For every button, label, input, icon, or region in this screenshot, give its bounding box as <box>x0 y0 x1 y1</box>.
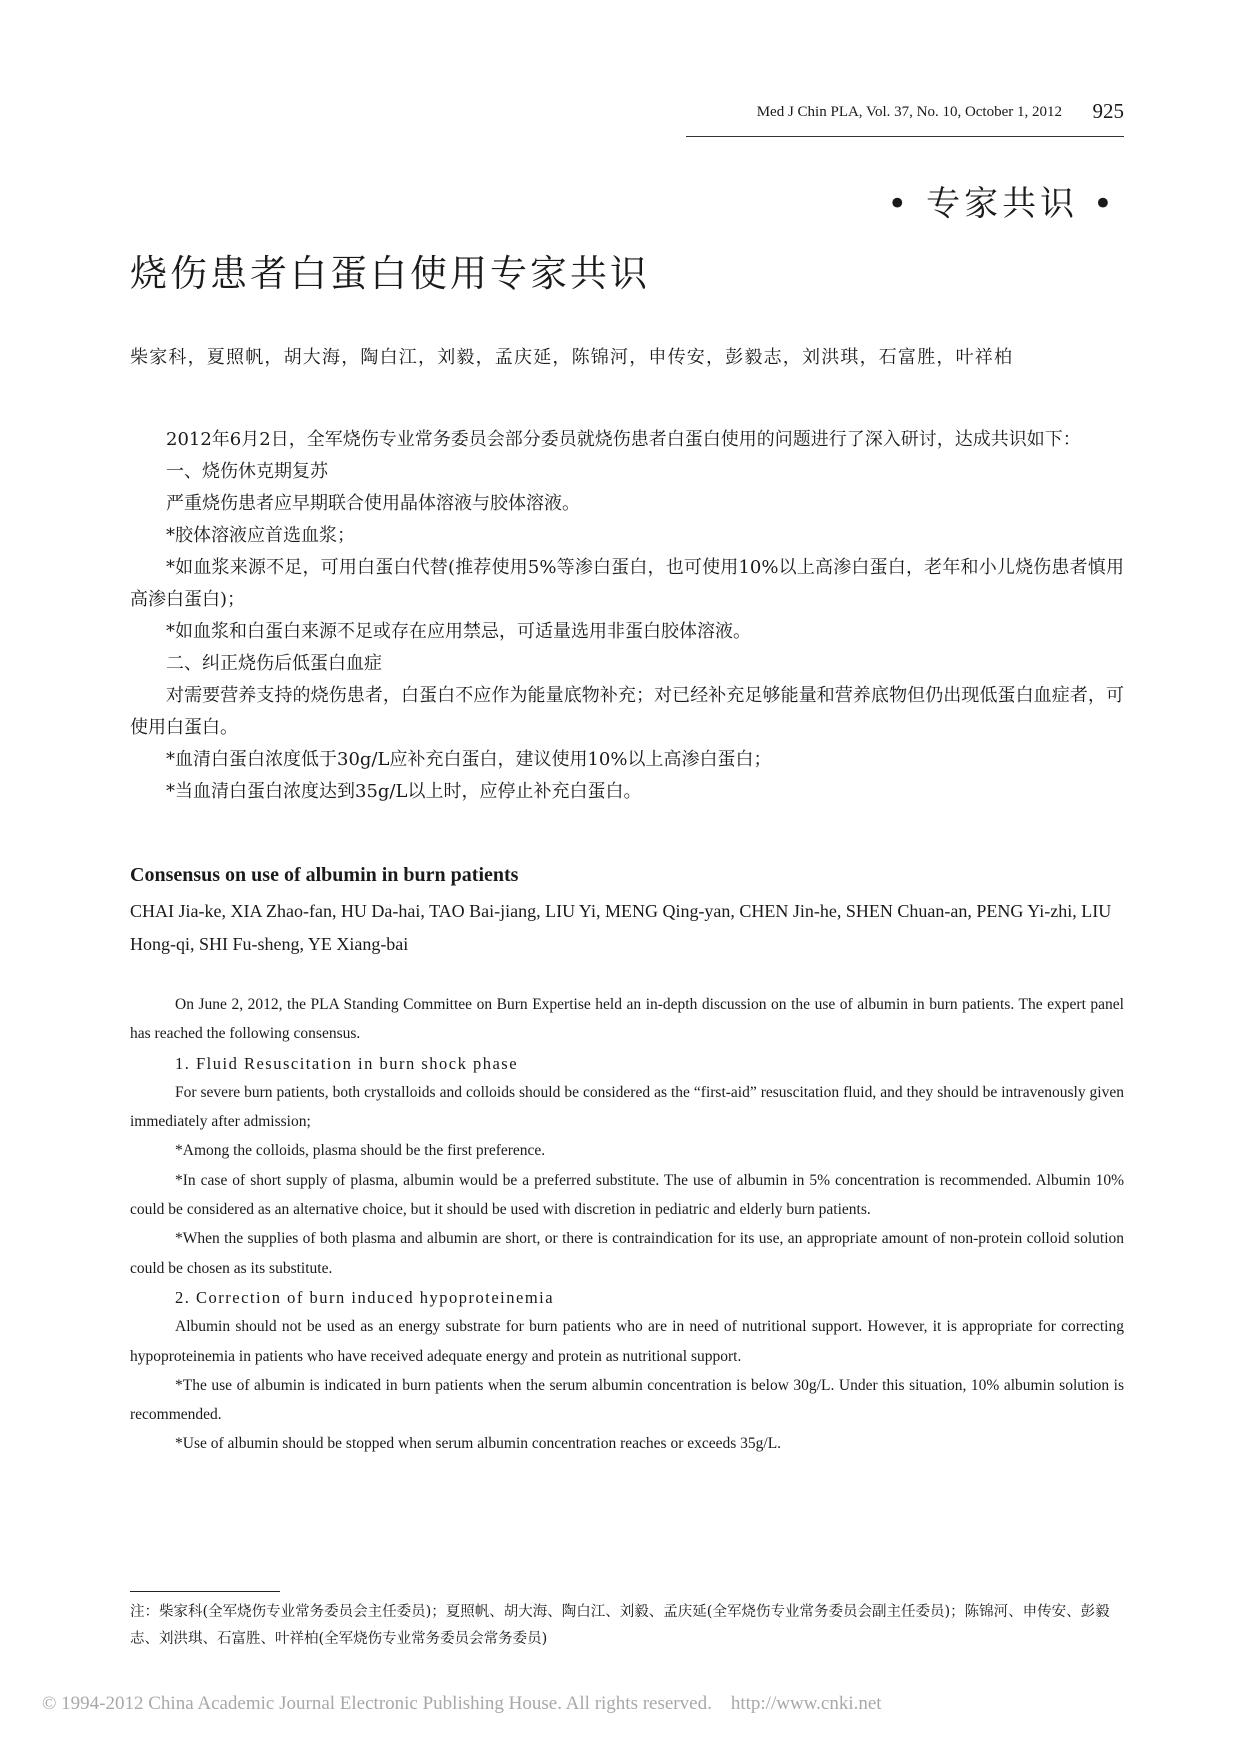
copyright-text: © 1994-2012 China Academic Journal Electronic Publishing House. All rights reserved. <box>42 1693 712 1714</box>
cn-paragraph: *如血浆来源不足，可用白蛋白代替(推荐使用5%等渗白蛋白，也可使用10%以上高渗白蛋白，老年和小儿烧伤患者慎用高渗白蛋白)； <box>130 557 1124 610</box>
footnote: 注：柴家科(全军烧伤专业常务委员会主任委员)；夏照帆、胡大海、陶白江、刘毅、孟庆延(全军烧伤专业常务委员会副主任委员)；陈锦河、申传安、彭毅志、刘洪琪、石富胜、叶祥柏(全军烧伤专业常务委员会常务委员) <box>130 1604 1110 1647</box>
english-authors: CHAI Jia-ke, XIA Zhao-fan, HU Da-hai, TAO Bai-jiang, LIU Yi, MENG Qing-yan, CHEN Jin-he, SHEN Chuan-an, PENG Yi-zhi, LIU Hong-qi, SHI Fu-sheng, YE Xiang-bai <box>130 901 1112 954</box>
en-paragraph: *When the supplies of both plasma and albumin are short, or there is contraindication for its use, an appropriate amount of non-protein colloid solution could be chosen as its substitute. <box>130 1230 1124 1277</box>
cnki-link[interactable]: http://www.cnki.net <box>730 1693 882 1714</box>
cn-paragraph: *胶体溶液应首选血浆； <box>166 525 355 546</box>
chinese-authors: 柴家科，夏照帆，胡大海，陶白江，刘毅，孟庆延，陈锦河，申传安，彭毅志，刘洪琪，石富胜，叶祥柏 <box>130 347 1014 368</box>
cn-paragraph: 对需要营养支持的烧伤患者，白蛋白不应作为能量底物补充；对已经补充足够能量和营养底物但仍出现低蛋白血症者，可使用白蛋白。 <box>130 685 1124 738</box>
en-paragraph: *The use of albumin is indicated in burn patients when the serum albumin concentration is below 30g/L. Under this situation, 10% albumin solution is recommended. <box>130 1376 1124 1424</box>
english-title: Consensus on use of albumin in burn patients <box>130 864 519 886</box>
running-header <box>686 96 1124 137</box>
chinese-body <box>130 424 1124 808</box>
en-paragraph: Albumin should not be used as an energy substrate for burn patients who are in need of nutritional support. However, it is appropriate for correcting hypoproteinemia in patients who have received adequate energy and protein as nutritional support. <box>130 1318 1124 1365</box>
footnote-rule <box>130 1591 280 1592</box>
cn-paragraph: 2012年6月2日，全军烧伤专业常务委员会部分委员就烧伤患者白蛋白使用的问题进行了深入研讨，达成共识如下： <box>166 429 1081 450</box>
english-body <box>130 990 1124 1459</box>
page-number: 925 <box>1092 99 1124 123</box>
chinese-title: 烧伤患者白蛋白使用专家共识 <box>130 252 650 295</box>
cn-paragraph: *血清白蛋白浓度低于30g/L应补充白蛋白，建议使用10%以上高渗白蛋白； <box>166 749 772 770</box>
copyright-line <box>42 1693 882 1715</box>
cn-paragraph: *当血清白蛋白浓度达到35g/L以上时，应停止补充白蛋白。 <box>166 781 642 802</box>
column-label: • 专家共识 • <box>887 184 1117 224</box>
cn-section-heading: 二、纠正烧伤后低蛋白血症 <box>166 653 382 674</box>
en-section-heading: 1. Fluid Resuscitation in burn shock phase <box>175 1053 519 1073</box>
en-section-heading: 2. Correction of burn induced hypoproteinemia <box>175 1287 555 1307</box>
en-paragraph: *In case of short supply of plasma, albumin would be a preferred substitute. The use of albumin in 5% concentration is recommended. Albumin 10% could be considered as an alternative choice, but it should be used with discretion in pediatric and elderly burn patients. <box>130 1171 1124 1219</box>
cn-paragraph: *如血浆和白蛋白来源不足或存在应用禁忌，可适量选用非蛋白胶体溶液。 <box>166 621 751 642</box>
journal-info: Med J Chin PLA, Vol. 37, No. 10, October 1, 2012 <box>756 104 1062 120</box>
en-paragraph: For severe burn patients, both crystalloids and colloids should be considered as the “first-aid” resuscitation fluid, and they should be intravenously given immediately after admission; <box>130 1083 1124 1131</box>
cn-paragraph: 严重烧伤患者应早期联合使用晶体溶液与胶体溶液。 <box>166 493 580 514</box>
en-paragraph: *Among the colloids, plasma should be the first preference. <box>175 1142 546 1160</box>
en-paragraph: On June 2, 2012, the PLA Standing Committee on Burn Expertise held an in-depth discussion on the use of albumin in burn patients. The expert panel has reached the following consensus. <box>130 996 1124 1043</box>
en-paragraph: *Use of albumin should be stopped when serum albumin concentration reaches or exceeds 35g/L. <box>175 1435 782 1453</box>
cn-section-heading: 一、烧伤休克期复苏 <box>166 461 328 482</box>
